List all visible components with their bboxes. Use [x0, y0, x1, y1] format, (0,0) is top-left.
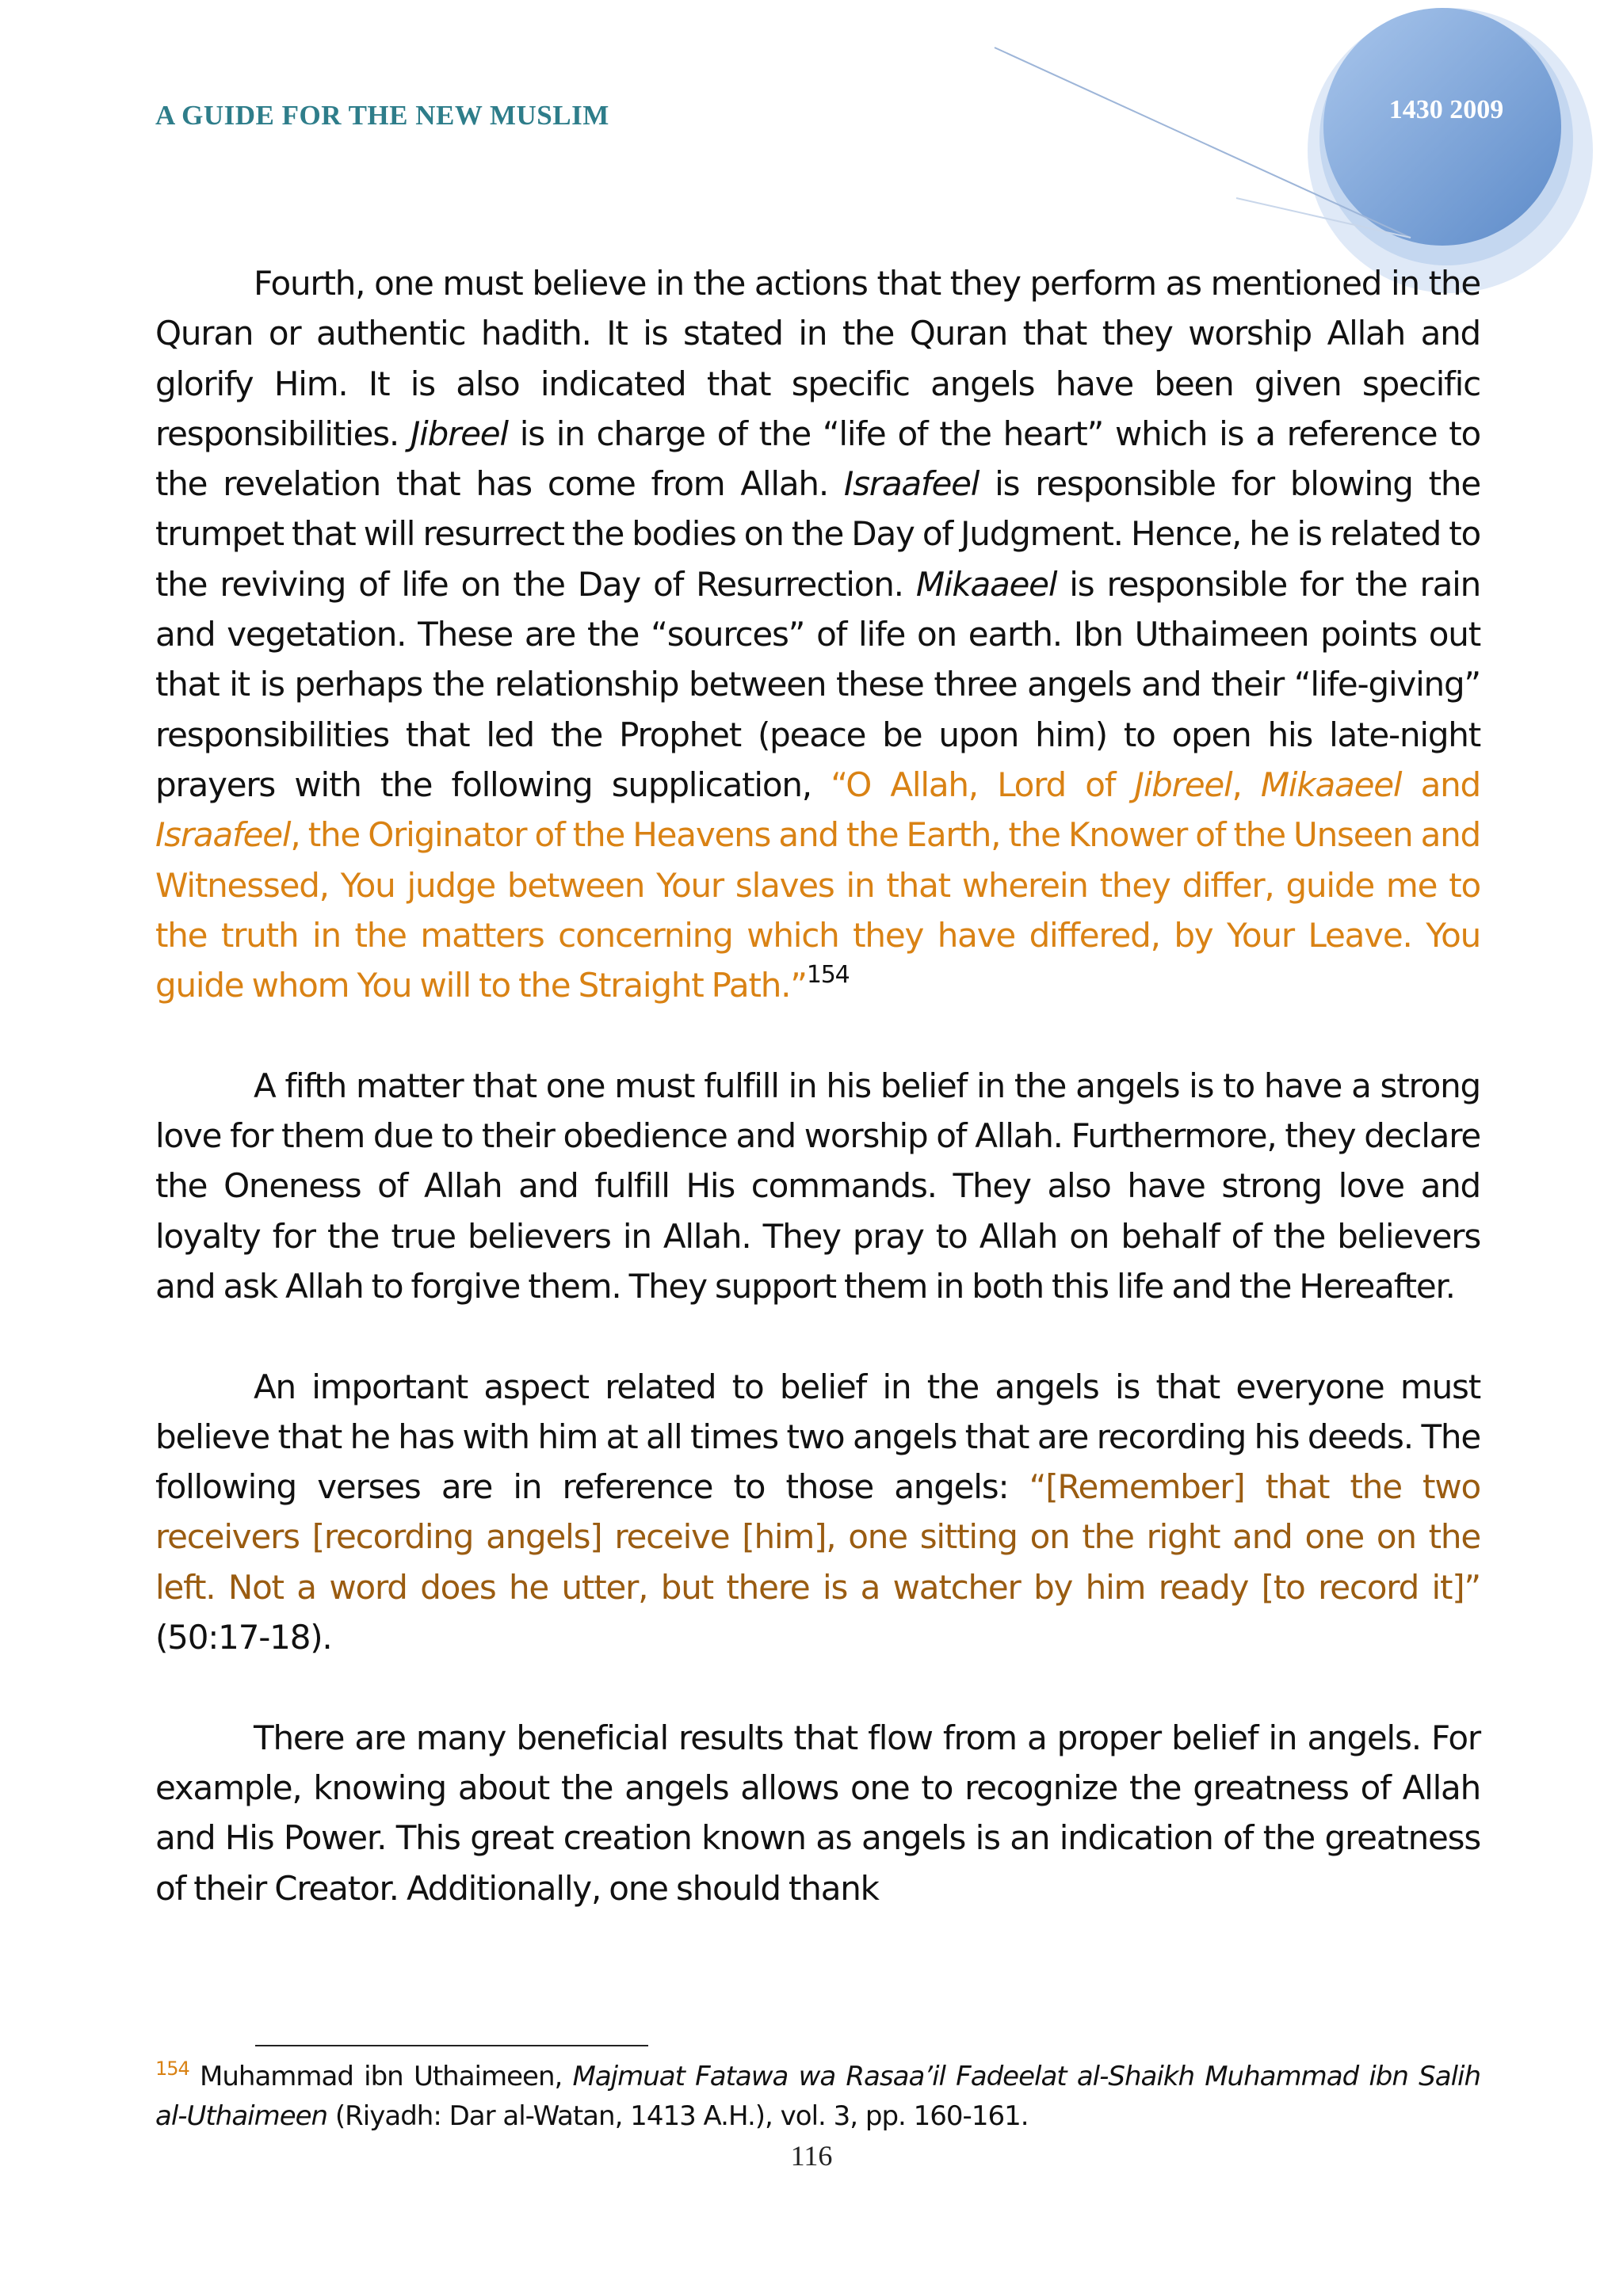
footnote [155, 2057, 1480, 2136]
text-run: Majmuat Fatawa wa Rasaa’il Fadeelat al-Shaikh Muhammad ibn Salih al-Uthaimeen [155, 2061, 1481, 2132]
text-run: is responsible for the rain and vegetation. These are the “sources” of life on earth. Ibn Uthaimeen points out that it is perhaps the relationship between these three angels and their “life-giving” responsibilities that led the Prophet (peace be upon him) to open his late-night prayers with the following supplication, [155, 564, 1481, 804]
text-run: Mikaaeel [915, 564, 1057, 604]
footnote-divider [255, 2045, 648, 2046]
text-run: Fourth, one must believe in the actions that they perform as mentioned in the Quran or authentic hadith. It is stated in the Quran that they worship Allah and glorify Him. It is also indicated that specific angels have been given specific responsibilities. [155, 264, 1480, 453]
paragraph [155, 1061, 1480, 1311]
quote-text: Mikaaeel [1260, 765, 1402, 804]
text-run: (50:17-18). [155, 1618, 332, 1657]
quote-text: Jibreel [1134, 765, 1232, 804]
text-run: Muhammad ibn Uthaimeen, [189, 2061, 573, 2092]
paragraph [155, 1713, 1480, 1913]
header-title: A GUIDE FOR THE NEW MUSLIM [155, 100, 609, 131]
text-run: Israafeel [843, 464, 980, 504]
quote-text: , the Originator of the Heavens and the Earth, the Knower of the Unseen and Witnessed, You judge between Your slaves in that wherein they differ, guide me to the truth in the matters concerning which they have differed, by Your Leave. You guide whom You will to the Straight Path.” [155, 815, 1480, 1005]
quote-text: , [1232, 765, 1261, 804]
paragraph [155, 1362, 1480, 1663]
header-year: 1430 2009 [1388, 95, 1504, 124]
paragraph [155, 258, 1480, 1010]
footnote-number: 154 [155, 2058, 189, 2080]
text-run: (Riyadh: Dar al-Watan, 1413 A.H.), vol. 3, pp. 160-161. [327, 2100, 1029, 2132]
header-circle-decoration [0, 0, 1623, 301]
page-number: 116 [790, 2140, 833, 2172]
text-run: A fifth matter that one must fulfill in his belief in the angels is to have a strong love for them due to their obedience and worship of Allah. Furthermore, they declare the Oneness of Allah and fulfill His commands. They also have strong love and loyalty for the true believers in Allah. They pray to Allah on behalf of the believers and ask Allah to forgive them. They support them in both this life and the Hereafter. [155, 1066, 1480, 1306]
body-text [155, 258, 1480, 1963]
quote-text: “O Allah, Lord of [831, 765, 1135, 804]
text-run: An important aspect related to belief in the angels is that everyone must believe that he has with him at all times two angels that are recording his deeds. The following verses are in reference to those angels: [155, 1367, 1480, 1507]
footnote-reference: 154 [806, 961, 850, 990]
quote-text: and [1401, 765, 1480, 804]
footnote-text [155, 2061, 1480, 2132]
text-run: is in charge of the “life of the heart” which is a reference to the revelation that has come from Allah. [155, 414, 1480, 504]
text-run: Jibreel [410, 414, 508, 453]
text-run: There are many beneficial results that flow from a proper belief in angels. For example, knowing about the angels allows one to recognize the greatness of Allah and His Power. This great creation known as angels is an indication of the greatness of their Creator. Additionally, one should thank [155, 1718, 1480, 1908]
quote-text: Israafeel [155, 815, 291, 855]
text-run: is responsible for blowing the trumpet that will resurrect the bodies on the Day of Judgment. Hence, he is related to the reviving of life on the Day of Resurrection. [155, 464, 1480, 604]
verse-quote-text: “[Remember] that the two receivers [recording angels] receive [him], one sitting on the right and one on the left. Not a word does he utter, but there is a watcher by him ready [to record it]” [155, 1467, 1480, 1607]
